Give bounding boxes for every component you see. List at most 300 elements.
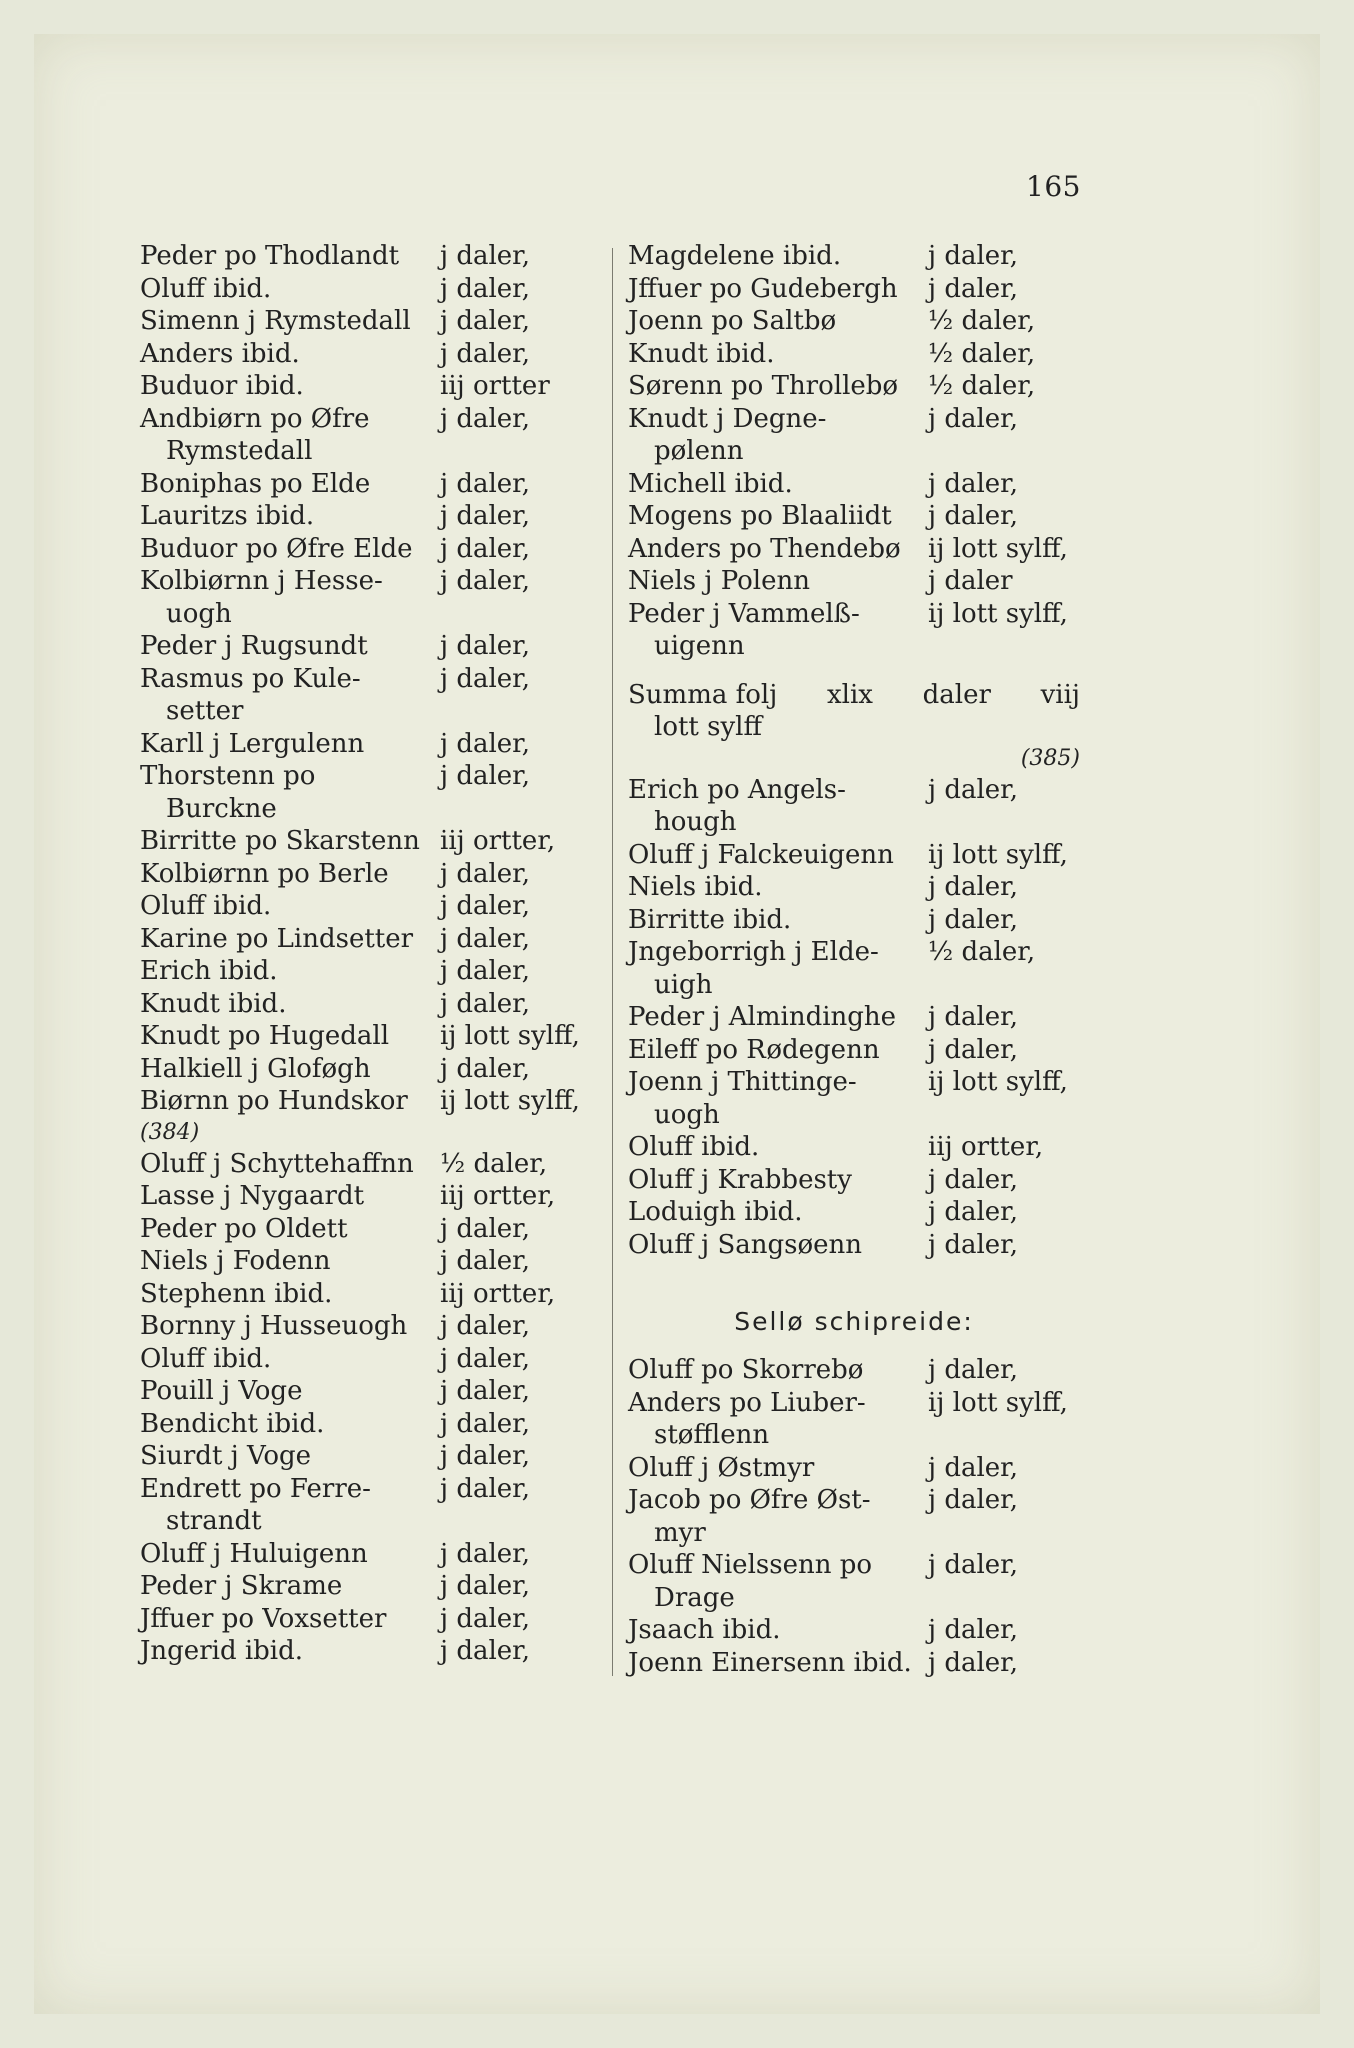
entry-name-line: myr [654, 1517, 706, 1548]
entry-amount: j daler, [440, 631, 531, 661]
entry-amount: j daler, [928, 1229, 1019, 1260]
entry-name-line: Anders po Thendebø [628, 533, 901, 564]
entry-name-line: Jsaach ibid. [628, 1615, 781, 1645]
entry-row [628, 370, 1088, 403]
column-divider [612, 248, 613, 1676]
entry-row [140, 1603, 610, 1636]
entry-row [628, 1647, 1088, 1680]
entry-name [140, 468, 440, 501]
entry-amount: j daler, [928, 904, 1019, 935]
entry-amount: j daler, [928, 1615, 1019, 1645]
entry-name [628, 1196, 928, 1229]
entry-row [140, 1473, 610, 1538]
entry-amount: j daler, [440, 858, 531, 889]
entry-row [628, 598, 1088, 663]
entry-row [628, 1131, 1088, 1164]
entry-name [140, 760, 440, 825]
entry-row [140, 1020, 610, 1053]
entry-name-line: Oluff ibid. [140, 891, 272, 921]
entry-name [140, 825, 440, 858]
entry-name [628, 1164, 928, 1197]
entry-amount: j daler, [440, 306, 531, 336]
entry-row [140, 533, 610, 566]
entry-amount: ij lott sylff, [440, 1086, 580, 1116]
entry-name [140, 403, 440, 468]
entry-name [628, 370, 928, 403]
entry-row [140, 760, 610, 825]
entry-amount: j daler, [928, 1164, 1019, 1195]
entry-amount: j daler, [440, 1408, 531, 1439]
entry-row [140, 1440, 610, 1473]
entry-name-line: Anders ibid. [140, 338, 300, 369]
entry-amount: j daler, [440, 1538, 531, 1569]
entry-row [628, 1066, 1088, 1131]
entry-row [628, 839, 1088, 872]
entry-row [140, 370, 610, 403]
entry-row [628, 533, 1088, 566]
entry-row [140, 1085, 610, 1118]
entry-name [140, 1245, 440, 1278]
entry-row [628, 565, 1088, 598]
entry-name-line: Peder po Oldett [140, 1213, 348, 1244]
entry-name-line: Kolbiørnn j Hesse- [140, 566, 383, 596]
entry-amount: j daler, [440, 1343, 531, 1374]
entry-name-line: uogh [654, 1099, 720, 1130]
entry-name-line: Oluff po Skorrebø [628, 1355, 864, 1385]
entry-name-line: strandt [166, 1506, 262, 1536]
entry-amount: j daler, [928, 1647, 1019, 1678]
entry-name [140, 1570, 440, 1603]
entry-name [628, 338, 928, 371]
entry-amount: j daler, [440, 241, 531, 271]
entry-amount: j daler [928, 566, 1013, 596]
entry-amount: iij ortter [440, 371, 550, 401]
entry-name-line: Niels ibid. [628, 872, 763, 902]
entry-name-line: Oluff j Falckeuigenn [628, 839, 894, 870]
entry-row [628, 1196, 1088, 1229]
entry-name [628, 468, 928, 501]
right-column [628, 240, 1088, 1679]
entry-amount: j daler, [928, 774, 1019, 805]
page-marker: (384) [140, 1119, 200, 1145]
entry-name-line: Erich po Angels- [628, 774, 846, 805]
entry-name-line: Joenn po Saltbø [628, 306, 837, 336]
entry-row [628, 500, 1088, 533]
entry-row [140, 338, 610, 371]
summa-label: Summa folj [628, 679, 778, 710]
entry-name-line: Sørenn po Throllebø [628, 371, 899, 401]
entry-name [628, 565, 928, 598]
entry-amount: j daler, [440, 338, 531, 369]
entry-name-line: Jngeborrigh j Elde- [628, 937, 879, 967]
entry-amount: j daler, [440, 1636, 531, 1666]
entry-row [140, 565, 610, 630]
section-heading: Sellø schipreide: [734, 1307, 974, 1336]
entry-name [140, 565, 440, 630]
entry-name-line: Knudt ibid. [628, 338, 775, 369]
entry-name [140, 500, 440, 533]
entry-row [140, 825, 610, 858]
entry-amount: iij ortter, [440, 826, 556, 856]
entry-name [140, 1020, 440, 1053]
entry-name [140, 273, 440, 306]
entry-name-line: Oluff j Sangsøenn [628, 1229, 863, 1260]
entry-row [140, 1570, 610, 1603]
entry-name-line: Niels j Fodenn [140, 1246, 331, 1276]
entry-amount: j daler, [440, 273, 531, 304]
entry-name [140, 1440, 440, 1473]
entry-name-line: Joenn j Thittinge- [628, 1067, 857, 1097]
entry-amount: j daler, [440, 761, 531, 791]
entry-name [140, 533, 440, 566]
entry-amount: iij ortter, [440, 1278, 556, 1309]
entry-name [140, 1538, 440, 1571]
page-number: 165 [1026, 170, 1081, 203]
entry-row [140, 858, 610, 891]
summa-daler-unit: daler [922, 679, 991, 710]
entry-row [140, 1053, 610, 1086]
entry-name [628, 1387, 928, 1452]
entry-amount: j daler, [928, 273, 1019, 304]
entry-row [140, 955, 610, 988]
entry-row [628, 1229, 1088, 1262]
entry-name-line: Jacob po Øfre Øst- [628, 1485, 871, 1515]
entry-name-line: Buduor po Øfre Elde [140, 533, 413, 564]
entry-name-line: Biørnn po Hundskor [140, 1086, 408, 1116]
entry-amount: j daler, [928, 1355, 1019, 1385]
entry-amount: ij lott sylff, [928, 839, 1068, 870]
entry-amount: ½ daler, [928, 937, 1036, 967]
entry-name-line: uigenn [654, 631, 745, 661]
entry-amount: j daler, [440, 923, 531, 954]
entry-name [140, 305, 440, 338]
entry-amount: j daler, [440, 1213, 531, 1244]
entry-amount: j daler, [440, 566, 531, 596]
entry-row [628, 1614, 1088, 1647]
entry-name [140, 1343, 440, 1376]
summa-lott-count: viij [1040, 679, 1080, 710]
entry-name [628, 839, 928, 872]
entry-name [140, 1053, 440, 1086]
entry-name [140, 1603, 440, 1636]
entry-name-line: hough [654, 807, 737, 837]
left-column [140, 240, 610, 1668]
entry-name-line: Oluff ibid. [628, 1132, 760, 1162]
summa-daler-count: xlix [826, 679, 873, 710]
entry-name [140, 890, 440, 923]
entry-amount: j daler, [928, 403, 1019, 434]
entry-name [140, 1635, 440, 1668]
entry-name [628, 1354, 928, 1387]
entry-name-line: Oluff ibid. [140, 273, 272, 304]
entry-amount: iij ortter, [928, 1132, 1044, 1162]
entry-row [628, 871, 1088, 904]
entry-amount: j daler, [440, 1571, 531, 1601]
entry-amount: j daler, [440, 663, 531, 694]
entry-amount: j daler, [928, 1452, 1019, 1483]
entry-amount: j daler, [928, 241, 1019, 271]
entry-name [628, 1549, 928, 1614]
entry-name-line: Andbiørn po Øfre [140, 403, 370, 434]
entry-name [628, 533, 928, 566]
entry-name [628, 273, 928, 306]
entry-name-line: Thorstenn po [140, 761, 316, 791]
entry-amount: ½ daler, [928, 306, 1036, 336]
entry-name-line: Burckne [166, 793, 277, 824]
right-list-b [628, 774, 1088, 1262]
entry-name-line: Endrett po Ferre- [140, 1473, 371, 1504]
entry-name [628, 1647, 928, 1680]
entry-name-line: Jngerid ibid. [140, 1636, 304, 1666]
entry-name-line: Anders po Liuber- [628, 1387, 866, 1418]
entry-amount: j daler, [440, 1441, 531, 1471]
entry-row [140, 273, 610, 306]
entry-amount: ij lott sylff, [928, 1067, 1068, 1097]
entry-row [628, 936, 1088, 1001]
entry-name [628, 1452, 928, 1485]
entry-row [140, 1278, 610, 1311]
entry-amount: ij lott sylff, [928, 533, 1068, 564]
entry-amount: j daler, [440, 1473, 531, 1504]
entry-row [628, 468, 1088, 501]
entry-amount: ½ daler, [440, 1148, 548, 1179]
entry-row [140, 1343, 610, 1376]
entry-amount: j daler, [928, 1550, 1019, 1580]
right-list-c [628, 1354, 1088, 1679]
entry-name [628, 936, 928, 1001]
entry-name [628, 403, 928, 468]
summa-line2: lott sylff [654, 712, 762, 742]
entry-row [628, 1484, 1088, 1549]
entry-name-line: setter [166, 696, 244, 726]
entry-amount: j daler, [440, 988, 531, 1019]
entry-name-line: pølenn [654, 436, 744, 466]
entry-name [140, 370, 440, 403]
entry-name-line: Peder j Skrame [140, 1571, 343, 1601]
entry-row [140, 500, 610, 533]
entry-name [140, 1213, 440, 1246]
entry-amount: ij lott sylff, [928, 1387, 1068, 1418]
entry-name-line: støfflenn [654, 1420, 770, 1450]
entry-name [140, 1375, 440, 1408]
entry-row [140, 890, 610, 923]
entry-name [628, 305, 928, 338]
entry-amount: j daler, [440, 728, 531, 759]
entry-row [140, 1408, 610, 1441]
entry-row [628, 1452, 1088, 1485]
entry-row [628, 305, 1088, 338]
entry-amount: j daler, [928, 468, 1019, 499]
entry-name [140, 955, 440, 988]
entry-name [140, 858, 440, 891]
entry-name [140, 1180, 440, 1213]
entry-name-line: Halkiell j Gloføgh [140, 1053, 371, 1084]
entry-row [140, 1375, 610, 1408]
entry-row [140, 305, 610, 338]
entry-name-line: Jffuer po Gudebergh [628, 273, 898, 304]
entry-amount: j daler, [440, 891, 531, 921]
page-marker-385: (385) [1020, 745, 1080, 771]
entry-row [140, 1310, 610, 1343]
entry-name [628, 1066, 928, 1131]
entry-name-line: Rymstedall [166, 436, 313, 466]
entry-row [628, 774, 1088, 839]
entry-amount: j daler, [928, 1034, 1019, 1065]
entry-name [140, 240, 440, 273]
entry-row [140, 923, 610, 956]
entry-name-line: Bornny j Husseuogh [140, 1311, 408, 1341]
entry-row [140, 1148, 610, 1181]
entry-name [628, 1001, 928, 1034]
entry-name-line: Mogens po Blaaliidt [628, 501, 892, 531]
entry-row [140, 468, 610, 501]
entry-name-line: Birritte po Skarstenn [140, 826, 420, 856]
entry-name-line: Buduor ibid. [140, 371, 304, 401]
entry-name-line: Peder po Thodlandt [140, 241, 400, 271]
entry-name-line: Erich ibid. [140, 956, 278, 986]
entry-name [628, 1131, 928, 1164]
entry-amount: j daler, [440, 1246, 531, 1276]
entry-name-line: Loduigh ibid. [628, 1197, 803, 1227]
entry-amount: j daler, [440, 1311, 531, 1341]
entry-name-line: Michell ibid. [628, 468, 793, 499]
entry-name-line: Oluff ibid. [140, 1343, 272, 1374]
entry-name [628, 1614, 928, 1647]
entry-amount: j daler, [440, 1053, 531, 1084]
entry-name-line: Rasmus po Kule- [140, 663, 361, 694]
entry-name-line: Niels j Polenn [628, 566, 810, 596]
entry-row [140, 728, 610, 761]
entry-amount: ½ daler, [928, 371, 1036, 401]
entry-name [140, 728, 440, 761]
entry-name [628, 1034, 928, 1067]
entry-name [628, 1229, 928, 1262]
entry-name-line: uogh [166, 598, 232, 629]
entry-row [140, 663, 610, 728]
entry-row [140, 630, 610, 663]
entry-name [140, 923, 440, 956]
entry-name [140, 630, 440, 663]
right-list-a [628, 240, 1088, 663]
entry-row [628, 240, 1088, 273]
entry-name-line: Peder j Vammelß- [628, 598, 860, 629]
entry-name-line: Knudt ibid. [140, 988, 287, 1019]
entry-row [140, 240, 610, 273]
entry-name [140, 1278, 440, 1311]
entry-row [628, 273, 1088, 306]
entry-name-line: Jffuer po Voxsetter [140, 1603, 387, 1634]
entry-name-line: Oluff j Østmyr [628, 1452, 815, 1483]
entry-name-line: Oluff j Krabbesty [628, 1164, 852, 1195]
entry-name [140, 1310, 440, 1343]
entry-amount: ij lott sylff, [928, 598, 1068, 629]
entry-name-line: Knudt j Degne- [628, 403, 827, 434]
entry-row [628, 1549, 1088, 1614]
entry-name-line: Drage [654, 1582, 735, 1613]
entry-name-line: Siurdt j Voge [140, 1441, 312, 1471]
entry-name-line: uigh [654, 969, 713, 1000]
entry-row [628, 1387, 1088, 1452]
entry-row [628, 1354, 1088, 1387]
entry-amount: j daler, [440, 1376, 531, 1406]
entry-name-line: Bendicht ibid. [140, 1408, 325, 1439]
entry-name [140, 1473, 440, 1538]
entry-name [628, 500, 928, 533]
entry-row [140, 1635, 610, 1668]
entry-name-line: Simenn j Rymstedall [140, 306, 411, 336]
entry-name [140, 1148, 440, 1181]
entry-name-line: Knudt po Hugedall [140, 1021, 390, 1051]
entry-name-line: Boniphas po Elde [140, 468, 371, 499]
entry-name [140, 663, 440, 728]
entry-row [628, 1164, 1088, 1197]
entry-name-line: Peder j Almindinghe [628, 1002, 897, 1032]
entry-amount: j daler, [440, 468, 531, 499]
entry-name [140, 988, 440, 1021]
entry-row [140, 1245, 610, 1278]
entry-amount: j daler, [928, 501, 1019, 531]
entry-row [628, 1034, 1088, 1067]
entry-amount: ½ daler, [928, 338, 1036, 369]
entry-amount: j daler, [440, 956, 531, 986]
entry-amount: j daler, [928, 872, 1019, 902]
entry-name-line: Oluff Nielssenn po [628, 1550, 873, 1580]
entry-name [140, 338, 440, 371]
entry-name-line: Kolbiørnn po Berle [140, 858, 389, 889]
entry-amount: j daler, [928, 1485, 1019, 1515]
entry-name-line: Oluff j Huluigenn [140, 1538, 368, 1569]
entry-name-line: Peder j Rugsundt [140, 631, 368, 661]
entry-name-line: Pouill j Voge [140, 1376, 303, 1406]
entry-row [628, 904, 1088, 937]
entry-name-line: Stephenn ibid. [140, 1278, 333, 1309]
entry-name-line: Eileff po Rødegenn [628, 1034, 880, 1065]
entry-row [628, 338, 1088, 371]
entry-name-line: Joenn Einersenn ibid. [628, 1647, 912, 1678]
summa-total [628, 679, 1080, 744]
entry-amount: j daler, [440, 403, 531, 434]
entry-name-line: Karine po Lindsetter [140, 923, 414, 954]
entry-row [140, 403, 610, 468]
entry-name-line: Magdelene ibid. [628, 241, 842, 271]
entry-name-line: Oluff j Schyttehaffnn [140, 1148, 414, 1179]
entry-row [140, 1213, 610, 1246]
entry-name-line: Karll j Lergulenn [140, 728, 365, 759]
entry-name-line: Birritte ibid. [628, 904, 792, 935]
entry-amount: j daler, [440, 533, 531, 564]
entry-amount: j daler, [440, 501, 531, 531]
entry-name [140, 1085, 440, 1118]
entry-amount: iij ortter, [440, 1181, 556, 1211]
entry-name [628, 871, 928, 904]
entry-name [628, 240, 928, 273]
entry-amount: j daler, [440, 1603, 531, 1634]
entry-name [628, 1484, 928, 1549]
entry-amount: ij lott sylff, [440, 1021, 580, 1051]
entry-amount: j daler, [928, 1002, 1019, 1032]
entry-name [628, 598, 928, 663]
entry-row [628, 403, 1088, 468]
entry-name-line: Lauritzs ibid. [140, 501, 315, 531]
entry-row [140, 1180, 610, 1213]
entry-name [628, 774, 928, 839]
entry-row [140, 1538, 610, 1571]
entry-name [628, 904, 928, 937]
entry-row [140, 988, 610, 1021]
entry-row [628, 1001, 1088, 1034]
entry-amount: j daler, [928, 1197, 1019, 1227]
entry-name-line: Lasse j Nygaardt [140, 1181, 365, 1211]
